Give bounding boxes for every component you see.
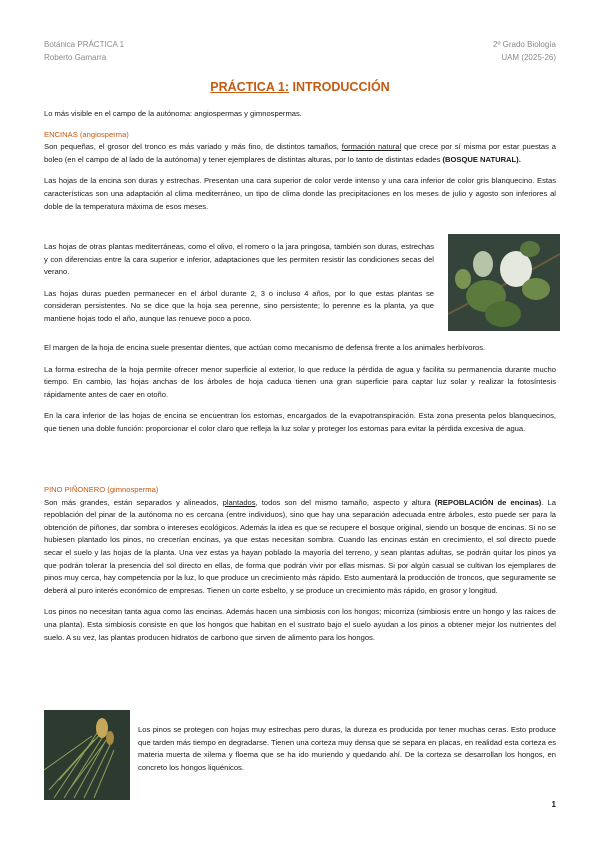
page-number: 1 bbox=[551, 800, 556, 809]
pino-p1-text-c: . La repoblación del pinar de la autónoma no es cercana (entre individuos), sino que hay una separación adecuada entre árboles, esto puede ser para la obtención de piñones, dar sombra o intereses ecológicos. Además la idea es que se recupere el bosque original, siendo un bosque de encinas. Si no se hubiesen plantado los pinos, no crecerían encinas, ya que estas necesitan sombra. Cuando las encinas están en crecimiento, el sol directo puede secar el suelo y las hojas de la planta. Una vez estas ya hayan poblado la mayoría del terreno, y sean plantas adultas, se podrán quitar los pinos ya que podrán tolerar la presencia del sol directo en ellas, de forma que podrán vivir por ellas mismas. Si por algún casual se cultivan los ejemplares de pinos muy cerca, hay competencia por la luz, lo que produce un crecimiento más rápido. Esto aumentará la producción de troncos, que seguramente se deberá al puro interés económico de empresas. Tienen un corte esbelto, y se produce un crecimiento más rápido, en grosor y longitud. bbox=[44, 497, 556, 595]
encinas-paragraph-5: El margen de la hoja de encina suele presentar dientes, que actúan como mecanismo de defensa frente a los animales herbívoros. bbox=[44, 343, 486, 352]
pino-p1-underlined: plantados bbox=[222, 497, 256, 507]
degree-name: 2º Grado Biología bbox=[493, 40, 556, 49]
pino-p1-text-a: Son más grandes, están separados y alineados, bbox=[44, 497, 223, 507]
encinas-paragraph-1 bbox=[44, 141, 556, 166]
encinas-p1-bold: (BOSQUE NATURAL). bbox=[442, 154, 521, 164]
encinas-p1-text-b: que crece por sí misma por estar puestas a boleo (en el campo de al lado de la autónoma) y tener ejemplares de distintas alturas, por lo tanto de distintas edades bbox=[44, 142, 556, 164]
pino-p1-bold: (REPOBLACIÓN de encinas) bbox=[434, 497, 542, 507]
page-header-right bbox=[493, 38, 556, 64]
section-pino bbox=[44, 484, 556, 644]
encinas-paragraph-2: Las hojas de la encina son duras y estrechas. Presentan una cara superior de color verde intenso y una cara inferior de color gris blanquecino. Estas características son una adaptación al clima mediterráneo, un tipo de clima donde las precipitaciones en los meses de julio y agosto son inferiores al doble de la temperatura máxima de esos meses. bbox=[44, 176, 556, 211]
encinas-paragraph-6: La forma estrecha de la hoja permite ofrecer menor superficie al exterior, lo que reduce la pérdida de agua y facilita su permanencia durante mucho tiempo. En cambio, las hojas anchas de los árboles de hoja caduca tienen una gran superficie para captar luz solar y realizar la fotosíntesis rápidamente antes de caer en otoño. bbox=[44, 364, 556, 399]
section-intro bbox=[44, 108, 556, 213]
intro-text: Lo más visible en el campo de la autónoma: angiospermas y gimnospermas. bbox=[44, 109, 302, 118]
encinas-p1-text-a: Son pequeñas, el grosor del tronco es más variado y más fino, de distintos tamaños, bbox=[44, 142, 342, 152]
encinas-p1-underlined: formación natural bbox=[341, 142, 402, 152]
encina-leaves-image bbox=[448, 234, 560, 331]
section-encinas-side bbox=[44, 241, 434, 326]
university-name: UAM (2025-26) bbox=[501, 53, 556, 62]
course-name: Botánica PRÁCTICA 1 bbox=[44, 40, 125, 49]
page-header-left bbox=[44, 38, 124, 64]
encinas-paragraph-7: En la cara inferior de las hojas de encina se encuentran los estomas, encargados de la evapotranspiración. Esta zona presenta pelos blanquecinos, que tienen una doble función: proporcionar el color claro que refleja la luz solar y proteger los estomas para evitar la pérdida excesiva de agua. bbox=[44, 411, 556, 433]
pino-p1-text-b: , todos son del mismo tamaño, aspecto y altura bbox=[255, 497, 435, 507]
pine-needles-image bbox=[44, 710, 130, 800]
encinas-paragraph-4: Las hojas duras pueden permanecer en el árbol durante 2, 3 o incluso 4 años, por lo que estas plantas se consideran persistentes. No se dice que la hoja sea perenne, sino persistente; lo perenne es la planta, ya que mantiene hojas todo el año, aunque las renueve poco a poco. bbox=[44, 288, 434, 323]
encina-leaves-photo bbox=[448, 234, 560, 331]
encinas-paragraph-3: Las hojas de otras plantas mediterráneas, como el olivo, el romero o la jara pringosa, también son duras, estrechas y con diferencias entre la cara superior e inferior, adaptaciones que les permiten resistir las condiciones secas del verano. bbox=[44, 242, 434, 277]
encinas-heading: ENCINAS (angiosperma) bbox=[44, 129, 129, 139]
author-name: Roberto Gamarra bbox=[44, 53, 107, 62]
section-pino-side bbox=[138, 724, 556, 774]
page-title bbox=[0, 80, 600, 94]
title-prefix: PRÁCTICA 1: bbox=[210, 80, 289, 94]
pine-needles-photo bbox=[44, 710, 130, 800]
title-text: INTRODUCCIÓN bbox=[289, 80, 390, 94]
pino-paragraph-2: Los pinos no necesitan tanta agua como las encinas. Además hacen una simbiosis con los hongos; micorriza (simbiosis entre un hongo y las raíces de una planta). Esta simbiosis consiste en que los hongos que habitan en el sustrato bajo el suelo ayudan a los pinos a obtener mejor los nutrientes del suelo. A su vez, las plantas producen hidratos de carbono que sirven de alimento para los hongos. bbox=[44, 607, 556, 642]
pino-paragraph-3: Los pinos se protegen con hojas muy estrechas pero duras, la dureza es producida por tener muchas ceras. Esto produce que tarden más tiempo en degradarse. Tienen una corteza muy densa que se separa en placas, en realidad esta corteza es materia muerta de xilema y floema que se ha ido muriendo y quedando ahí. De la corteza se desarrollan los hongos, en concreto los hongos liquénicos. bbox=[138, 725, 556, 772]
pino-paragraph-1 bbox=[44, 497, 556, 598]
pino-heading: PINO PIÑONERO (gimnosperma) bbox=[44, 485, 159, 494]
section-encinas-rest bbox=[44, 342, 556, 436]
